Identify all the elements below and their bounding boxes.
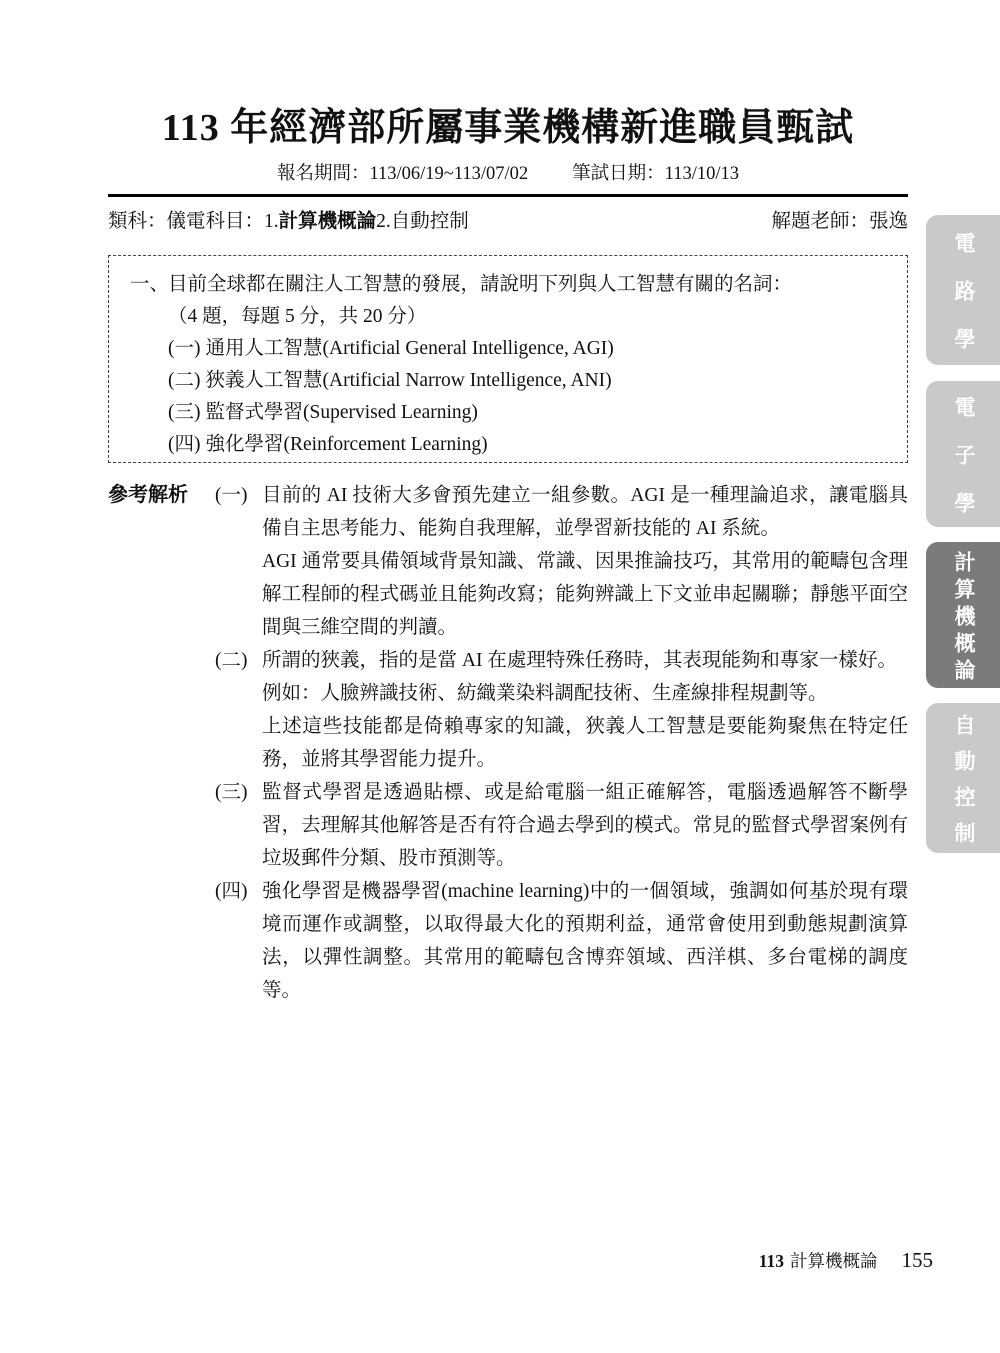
question-item-2	[168, 365, 891, 397]
question-intro-row	[130, 269, 891, 301]
sidebar-tab-circuit-theory	[926, 215, 1000, 376]
exam-meta-left	[108, 209, 469, 235]
registration-period: 報名期間：113/06/19~113/07/02	[276, 164, 529, 184]
question-item-text: 監督式學習(Supervised Learning)	[205, 402, 478, 423]
solution-item-marker: (一)	[215, 485, 248, 506]
solution-items	[215, 479, 908, 1007]
footer-page-number: 155	[901, 1248, 933, 1272]
solution-item-4	[215, 875, 908, 1007]
exam-category: 類科：儀電	[108, 211, 206, 232]
solution-paragraph: 強化學習是機器學習(machine learning)中的一個領域，強調如何基於現有環境而運作或調整，以取得最大化的預期利益，通常會使用到動態規劃演算法，以彈性調整。其常用的範疇包含博弈領域、西洋棋、多台電梯的調度等。	[262, 881, 908, 1001]
page-title: 113 年經濟部所屬事業機構新進職員甄試	[161, 107, 855, 149]
question-box	[108, 255, 908, 463]
solution-item-1	[215, 479, 908, 644]
solution-item-marker: (二)	[215, 650, 248, 671]
question-intro-text: 目前全球都在關注人工智慧的發展，請說明下列與人工智慧有關的名詞：	[168, 274, 793, 295]
solution-teacher: 解題老師：張逸	[771, 211, 908, 232]
sidebar-tab-label: 計算機概論	[952, 550, 975, 686]
page-footer	[759, 1248, 933, 1273]
question-item-marker: (三)	[168, 402, 201, 423]
subject1-number: 1.	[264, 211, 279, 232]
subject2-number: 2.	[376, 211, 391, 232]
solution-item-paragraphs	[262, 479, 908, 644]
solution-paragraph: 目前的 AI 技術大多會預先建立一組參數。AGI 是一種理論追求，讓電腦具備自主思考能力、能夠自我理解，並學習新技能的 AI 系統。	[262, 485, 908, 539]
sidebar-tab-label: 電路學	[952, 231, 975, 376]
subject-label: 科目：	[205, 211, 265, 232]
horizontal-divider	[108, 194, 908, 197]
sidebar-tab-computer-science-active	[926, 542, 1000, 688]
solution-paragraph: 上述這些技能都是倚賴專家的知識，狹義人工智慧是要能夠聚焦在特定任務，並將其學習能力提升。	[262, 716, 908, 770]
solution-paragraph: 監督式學習是透過貼標、或是給電腦一組正確解答，電腦透過解答不斷學習，去理解其他解答是否有符合過去學到的模式。常見的監督式學習案例有垃圾郵件分類、股市預測等。	[262, 782, 908, 869]
solution-item-paragraphs	[262, 776, 908, 875]
solution-paragraph: 例如：人臉辨識技術、紡織業染料調配技術、生產線排程規劃等。	[262, 683, 828, 704]
solution-paragraph: 所謂的狹義，指的是當 AI 在處理特殊任務時，其表現能夠和專家一樣好。	[262, 650, 897, 671]
solution-item-marker: (三)	[215, 782, 248, 803]
question-item-1	[168, 333, 891, 365]
question-item-3	[168, 397, 891, 429]
question-item-text: 通用人工智慧(Artificial General Intelligence, AGI)	[205, 338, 614, 359]
question-item-4	[168, 429, 891, 461]
solution-item-3	[215, 776, 908, 875]
question-item-text: 狹義人工智慧(Artificial Narrow Intelligence, ANI)	[205, 370, 612, 391]
solution-section	[108, 479, 908, 1007]
solution-item-2	[215, 644, 908, 776]
page-content	[108, 0, 908, 1007]
exam-meta-row	[108, 209, 908, 235]
sidebar-tab-automatic-control	[926, 703, 1000, 858]
exam-date: 筆試日期：113/10/13	[572, 164, 740, 184]
question-number: 一、	[130, 274, 170, 295]
solution-item-paragraphs	[262, 875, 908, 1007]
sidebar-tab-label: 自動控制	[952, 713, 975, 858]
solution-item-paragraphs	[262, 644, 908, 776]
sidebar-tab-label: 電子學	[952, 395, 975, 540]
question-score-note: （4 題，每題 5 分，共 20 分）	[168, 306, 427, 327]
solution-label: 參考解析	[108, 484, 188, 506]
footer-year: 113	[758, 1251, 784, 1271]
solution-item-marker: (四)	[215, 881, 248, 902]
exam-dates-row	[108, 163, 908, 185]
question-item-marker: (一)	[168, 338, 201, 359]
subject2-name: 自動控制	[390, 211, 469, 232]
question-item-marker: (二)	[168, 370, 201, 391]
sidebar-tab-electronics	[926, 381, 1000, 540]
question-item-marker: (四)	[168, 434, 201, 455]
footer-subject: 計算機概論	[790, 1251, 878, 1271]
question-item-text: 強化學習(Reinforcement Learning)	[205, 434, 488, 455]
solution-paragraph: AGI 通常要具備領域背景知識、常識、因果推論技巧，其常用的範疇包含理解工程師的程式碼並且能夠改寫；能夠辨識上下文並串起關聯；靜態平面空間與三維空間的判讀。	[262, 551, 908, 638]
subject1-name: 計算機概論	[278, 211, 377, 232]
